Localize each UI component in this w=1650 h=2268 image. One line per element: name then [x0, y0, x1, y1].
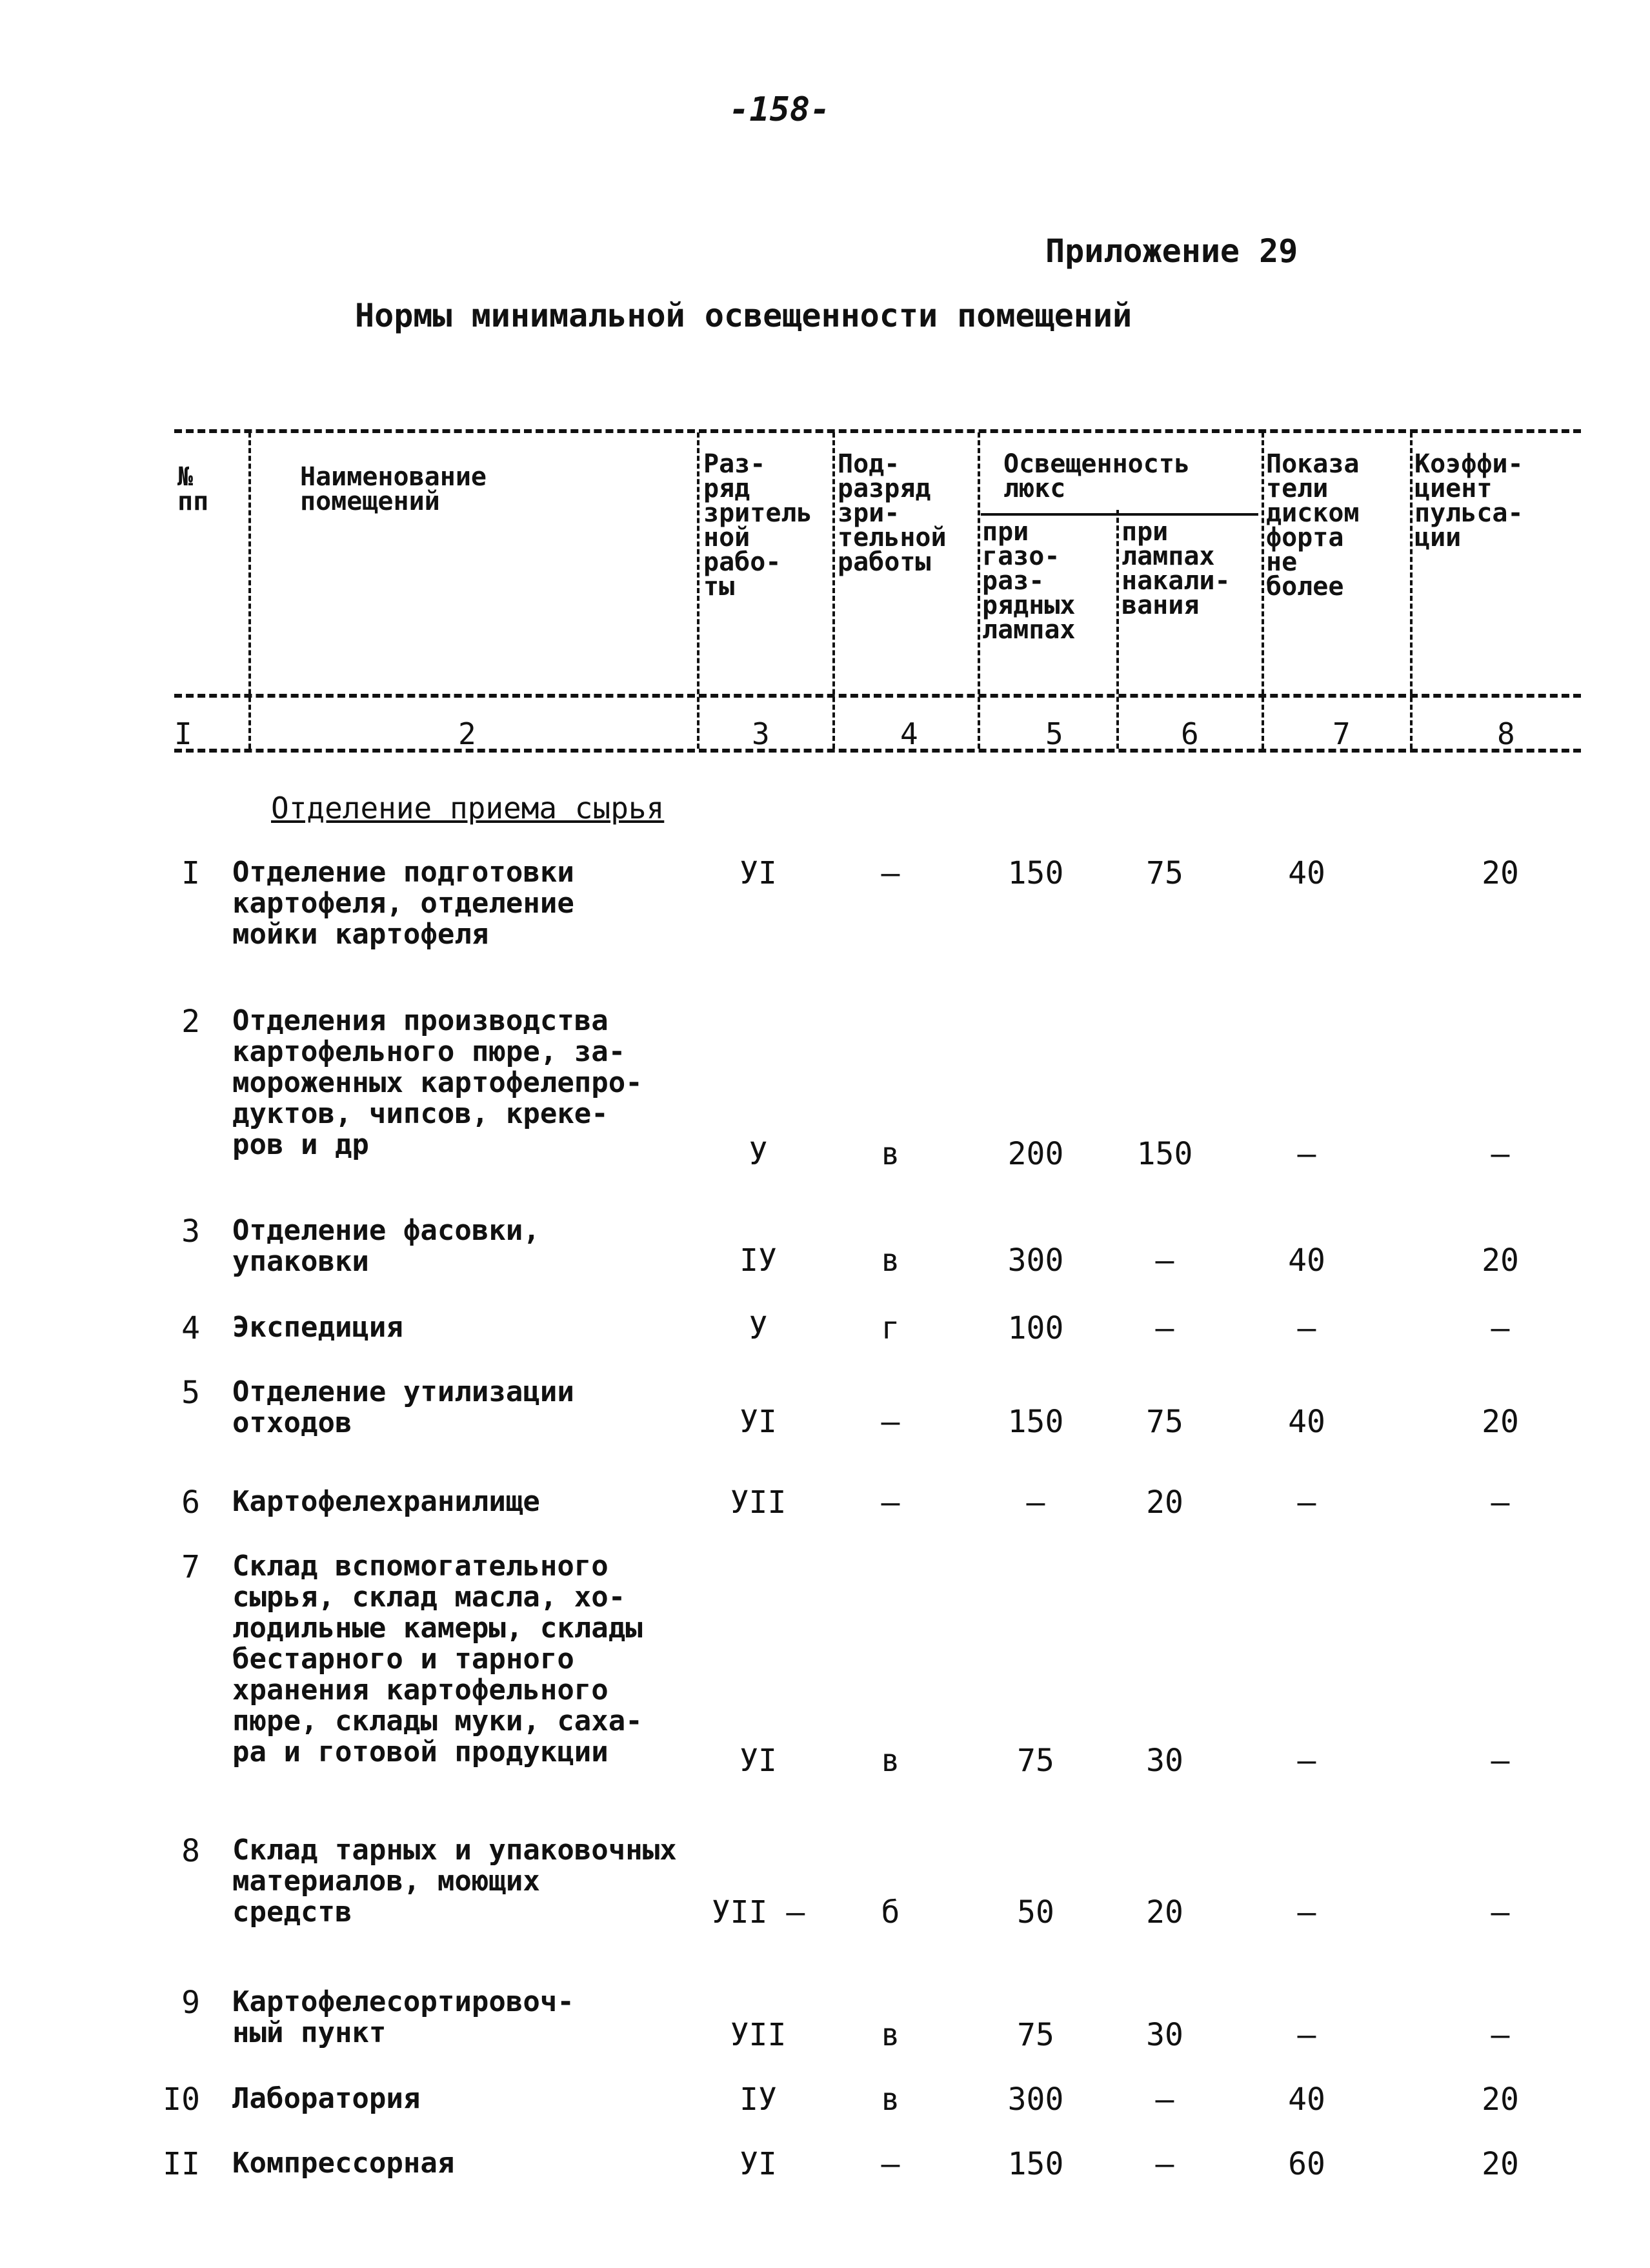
cell-lux-discharge: 75	[1017, 1743, 1054, 1779]
cell-pulsation: 20	[1482, 1242, 1519, 1279]
illuminance-group-rule	[981, 513, 1258, 516]
column-number: 3	[752, 716, 770, 751]
cell-lux-discharge: 100	[1007, 1310, 1064, 1346]
row-number: 5	[181, 1375, 200, 1411]
cell-discomfort: –	[1297, 1484, 1316, 1521]
room-name: Отделение подготовки картофеля, отделение мойки картофеля	[232, 856, 574, 951]
cell-lux-incandescent: 30	[1146, 2017, 1183, 2053]
column-number: 5	[1045, 716, 1063, 751]
header-col-7: Показа тели диском форта не более	[1266, 449, 1360, 602]
cell-lux-incandescent: 75	[1146, 1404, 1183, 1440]
room-name: Экспедиция	[232, 1311, 403, 1344]
col-divider-4	[978, 432, 980, 749]
cell-work-subcategory: в	[881, 2017, 900, 2053]
cell-discomfort: –	[1297, 1743, 1316, 1779]
cell-work-category: IУ	[739, 2081, 777, 2118]
cell-pulsation: 20	[1482, 2146, 1519, 2182]
header-bottom-rule	[174, 694, 1581, 698]
cell-pulsation: –	[1491, 1743, 1510, 1779]
room-name: Картофелехранилище	[232, 1485, 540, 1518]
cell-lux-discharge: 150	[1007, 855, 1064, 891]
cell-lux-discharge: 150	[1007, 1404, 1064, 1440]
cell-lux-discharge: 300	[1007, 2081, 1064, 2118]
cell-lux-discharge: –	[1026, 1484, 1045, 1521]
cell-work-category: УII	[730, 1484, 787, 1521]
cell-lux-incandescent: 30	[1146, 1743, 1183, 1779]
cell-lux-discharge: 300	[1007, 1242, 1064, 1279]
row-number: 9	[181, 1985, 200, 2021]
appendix-label: Приложение 29	[1045, 232, 1298, 270]
row-number: 2	[181, 1004, 200, 1040]
cell-lux-incandescent: –	[1155, 2081, 1174, 2118]
cell-pulsation: –	[1491, 1310, 1510, 1346]
cell-lux-discharge: 50	[1017, 1894, 1054, 1930]
cell-lux-discharge: 75	[1017, 2017, 1054, 2053]
column-numbers-rule	[174, 749, 1581, 753]
col-divider-5	[1116, 510, 1119, 749]
room-name: Склад вспомогательного сырья, склад масла, хо- лодильные камеры, склады бестарного и тарного хранения картофельного пюре, склады муки, саха- ра и готовой продукции	[232, 1550, 643, 1768]
col-divider-3	[832, 432, 835, 749]
room-name: Склад тарных и упаковочных материалов, моющих средств	[232, 1834, 677, 1929]
section-title: Отделение приема сырья	[271, 791, 665, 825]
cell-discomfort: –	[1297, 1310, 1316, 1346]
cell-discomfort: –	[1297, 1136, 1316, 1172]
cell-pulsation: –	[1491, 1136, 1510, 1172]
cell-work-category: УI	[739, 855, 777, 891]
room-name: Компрессорная	[232, 2147, 455, 2180]
cell-pulsation: –	[1491, 2017, 1510, 2053]
cell-pulsation: 20	[1482, 2081, 1519, 2118]
cell-lux-incandescent: 75	[1146, 855, 1183, 891]
cell-lux-discharge: 200	[1007, 1136, 1064, 1172]
row-number: 4	[181, 1310, 200, 1346]
cell-lux-incandescent: –	[1155, 1310, 1174, 1346]
cell-work-subcategory: –	[881, 855, 900, 891]
cell-discomfort: 40	[1288, 1242, 1325, 1279]
document-title: Нормы минимальной освещенности помещений	[355, 297, 1132, 334]
cell-discomfort: 40	[1288, 2081, 1325, 2118]
cell-lux-incandescent: 20	[1146, 1894, 1183, 1930]
row-number: II	[163, 2146, 200, 2182]
cell-work-subcategory: г	[881, 1310, 900, 1346]
cell-work-subcategory: –	[881, 1404, 900, 1440]
cell-work-subcategory: –	[881, 2146, 900, 2182]
room-name: Картофелесортировоч- ный пункт	[232, 1985, 574, 2049]
header-col-1: № пп	[177, 462, 209, 516]
cell-discomfort: 40	[1288, 1404, 1325, 1440]
column-number: 8	[1497, 716, 1515, 751]
header-col-4: Под- разряд зри- тельной работы	[838, 449, 947, 577]
cell-discomfort: 40	[1288, 855, 1325, 891]
row-number: 6	[181, 1484, 200, 1521]
col-divider-6	[1262, 432, 1264, 749]
col-divider-1	[248, 432, 251, 749]
row-number: 7	[181, 1549, 200, 1585]
header-col-2: Наименование помещений	[300, 462, 487, 516]
cell-pulsation: –	[1491, 1894, 1510, 1930]
header-illuminance-group: Освещенность люкс	[1003, 449, 1190, 503]
row-number: I	[181, 855, 200, 891]
cell-lux-incandescent: 20	[1146, 1484, 1183, 1521]
column-number: I	[174, 716, 192, 751]
cell-pulsation: –	[1491, 1484, 1510, 1521]
row-number: 8	[181, 1833, 200, 1869]
cell-work-category: У	[749, 1310, 768, 1346]
cell-work-subcategory: в	[881, 1136, 900, 1172]
cell-work-category: УII	[730, 2017, 787, 2053]
cell-work-subcategory: –	[881, 1484, 900, 1521]
cell-work-category: УI	[739, 1404, 777, 1440]
row-number: 3	[181, 1213, 200, 1250]
page-number: -158-	[729, 90, 830, 129]
cell-discomfort: –	[1297, 2017, 1316, 2053]
cell-work-category: У	[749, 1136, 768, 1172]
column-number: 4	[900, 716, 918, 751]
room-name: Лаборатория	[232, 2082, 421, 2115]
cell-work-category: IУ	[739, 1242, 777, 1279]
cell-work-category: УII –	[711, 1894, 805, 1930]
room-name: Отделение утилизации отходов	[232, 1375, 574, 1439]
col-divider-2	[697, 432, 699, 749]
column-number: 7	[1333, 716, 1351, 751]
cell-work-category: УI	[739, 2146, 777, 2182]
table-top-rule	[174, 429, 1581, 433]
cell-pulsation: 20	[1482, 1404, 1519, 1440]
cell-work-subcategory: в	[881, 1242, 900, 1279]
cell-discomfort: –	[1297, 1894, 1316, 1930]
cell-lux-incandescent: –	[1155, 2146, 1174, 2182]
cell-work-category: УI	[739, 1743, 777, 1779]
room-name: Отделения производства картофельного пюре, за- мороженных картофелепро- дуктов, чипсов, крекe- ров и др	[232, 1004, 643, 1161]
header-col-5: при газо- раз- рядных лампах	[982, 517, 1076, 645]
cell-pulsation: 20	[1482, 855, 1519, 891]
cell-discomfort: 60	[1288, 2146, 1325, 2182]
cell-lux-discharge: 150	[1007, 2146, 1064, 2182]
column-number: 6	[1181, 716, 1199, 751]
cell-lux-incandescent: –	[1155, 1242, 1174, 1279]
cell-work-subcategory: в	[881, 2081, 900, 2118]
header-col-3: Раз- ряд зритель ной рабо- ты	[703, 449, 812, 602]
col-divider-7	[1410, 432, 1413, 749]
header-col-6: при лампах накали- вания	[1122, 517, 1231, 620]
column-number: 2	[458, 716, 476, 751]
room-name: Отделение фасовки, упаковки	[232, 1214, 540, 1278]
row-number: I0	[163, 2081, 200, 2118]
cell-work-subcategory: в	[881, 1743, 900, 1779]
header-col-8: Коэффи- циент пульса- ции	[1414, 449, 1524, 552]
cell-lux-incandescent: 150	[1136, 1136, 1193, 1172]
cell-work-subcategory: б	[881, 1894, 900, 1930]
